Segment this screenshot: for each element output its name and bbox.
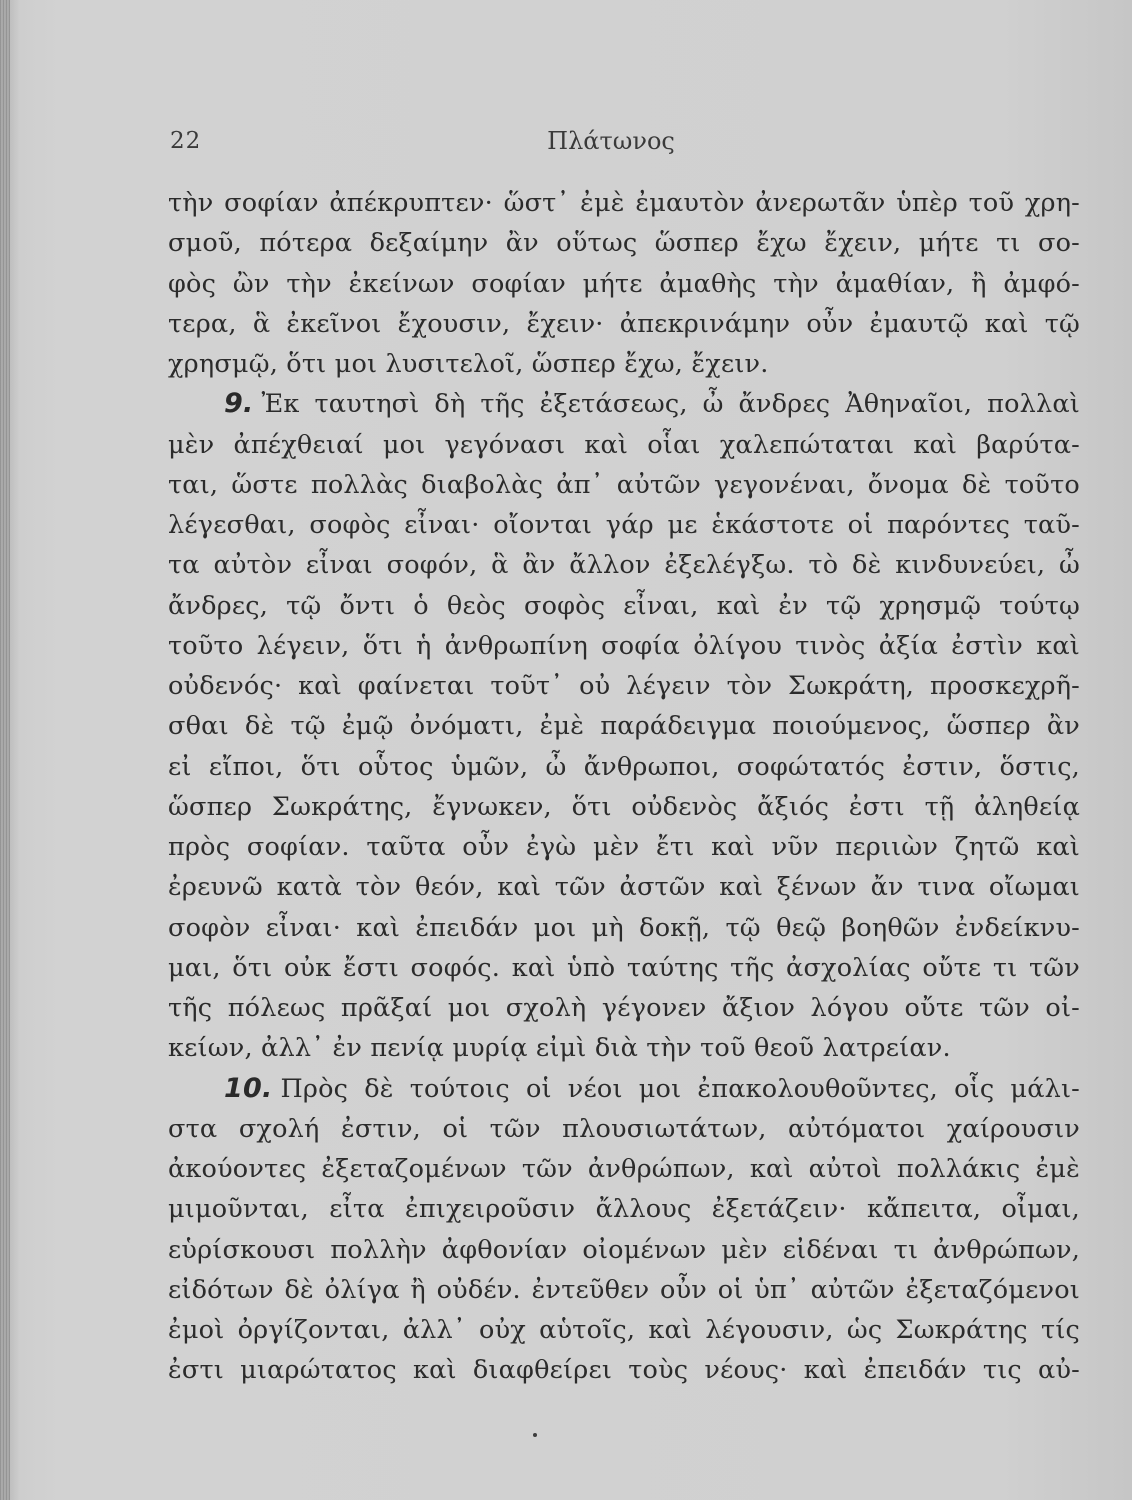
text-line: σθαι δὲ τῷ ἐμῷ ὀνόματι, ἐμὲ παράδειγμα ποιούμενος, ὥσπερ ἂν	[168, 711, 1080, 742]
text-line: μιμοῦνται, εἶτα ἐπιχειροῦσιν ἄλλους ἐξετάζειν· κἄπειτα, οἶμαι,	[168, 1194, 1080, 1225]
page-edge	[0, 0, 10, 1500]
text-line-content: Ἐκ ταυτησὶ δὴ τῆς ἐξετάσεως, ὦ ἄνδρες Ἀθηναῖοι, πολλαὶ	[261, 389, 1080, 420]
ink-speck	[533, 1433, 537, 1437]
text-line: τῆς πόλεως πρᾶξαί μοι σχολὴ γέγονεν ἄξιον λόγου οὔτε τῶν οἰ-	[168, 993, 1080, 1023]
running-title: Πλάτωνος	[547, 127, 675, 155]
text-line: φὸς ὢν τὴν ἐκείνων σοφίαν μήτε ἀμαθὴς τὴν ἀμαθίαν, ἢ ἀμφό-	[168, 268, 1080, 299]
body-text	[168, 183, 1080, 1391]
text-line-content: Πρὸς δὲ τούτοις οἱ νέοι μοι ἐπακολουθοῦντες, οἷς μάλι-	[280, 1073, 1080, 1104]
text-line: ἐμοὶ ὀργίζονται, ἀλλ᾽ οὐχ αὑτοῖς, καὶ λέγουσιν, ὡς Σωκράτης τίς	[168, 1315, 1080, 1345]
text-line: εἰ εἴποι, ὅτι οὗτος ὑμῶν, ὦ ἄνθρωποι, σοφώτατός ἐστιν, ὅστις,	[168, 751, 1080, 782]
page-number: 22	[170, 128, 202, 154]
text-line: ἄνδρες, τῷ ὄντι ὁ θεὸς σοφὸς εἶναι, καὶ ἐν τῷ χρησμῷ τούτῳ	[168, 590, 1080, 621]
text-line: ται, ὥστε πολλὰς διαβολὰς ἀπ᾽ αὐτῶν γεγονέναι, ὄνομα δὲ τοῦτο	[168, 469, 1080, 500]
section-10-first-line	[168, 1069, 1080, 1109]
text-line: ἀκούοντες ἐξεταζομένων τῶν ἀνθρώπων, καὶ αὐτοὶ πολλάκις ἐμὲ	[168, 1154, 1080, 1184]
text-line: τὴν σοφίαν ἀπέκρυπτεν· ὥστ᾽ ἐμὲ ἐμαυτὸν ἀνερωτᾶν ὑπὲρ τοῦ χρη-	[168, 188, 1080, 218]
text-line: οὐδενός· καὶ φαίνεται τοῦτ᾽ οὐ λέγειν τὸν Σωκράτη, προσκεχρῆ-	[168, 671, 1080, 701]
text-line: σοφὸν εἶναι· καὶ ἐπειδάν μοι μὴ δοκῇ, τῷ θεῷ βοηθῶν ἐνδείκνυ-	[168, 912, 1080, 943]
text-line: κείων, ἀλλ᾽ ἐν πενίᾳ μυρίᾳ εἰμὶ διὰ τὴν τοῦ θεοῦ λατρείαν.	[168, 1033, 951, 1064]
text-line: ἐρευνῶ κατὰ τὸν θεόν, καὶ τῶν ἀστῶν καὶ ξένων ἄν τινα οἴωμαι	[168, 872, 1080, 903]
text-line: λέγεσθαι, σοφὸς εἶναι· οἴονται γάρ με ἑκάστοτε οἱ παρόντες ταῦ-	[168, 510, 1080, 540]
text-line: πρὸς σοφίαν. ταῦτα οὖν ἐγὼ μὲν ἔτι καὶ νῦν περιιὼν ζητῶ καὶ	[168, 832, 1080, 862]
section-number-10: 10.	[224, 1072, 273, 1104]
text-line: τερα, ἃ ἐκεῖνοι ἔχουσιν, ἔχειν· ἀπεκρινάμην οὖν ἐμαυτῷ καὶ τῷ	[168, 308, 1080, 339]
text-line: ὥσπερ Σωκράτης, ἔγνωκεν, ὅτι οὐδενὸς ἄξιός ἐστι τῇ ἀληθείᾳ	[168, 791, 1080, 822]
text-line: σμοῦ, πότερα δεξαίμην ἂν οὕτως ὥσπερ ἔχω ἔχειν, μήτε τι σο-	[168, 228, 1080, 259]
text-line: τα αὐτὸν εἶναι σοφόν, ἃ ἂν ἄλλον ἐξελέγξω. τὸ δὲ κινδυνεύει, ὦ	[168, 550, 1080, 581]
text-line: χρησμῷ, ὅτι μοι λυσιτελοῖ, ὥσπερ ἔχω, ἔχειν.	[168, 349, 769, 379]
text-line: μαι, ὅτι οὐκ ἔστι σοφός. καὶ ὑπὸ ταύτης τῆς ἀσχολίας οὔτε τι τῶν	[168, 952, 1080, 983]
text-line: μὲν ἀπέχθειαί μοι γεγόνασι καὶ οἷαι χαλεπώταται καὶ βαρύτα-	[168, 429, 1080, 460]
text-line: τοῦτο λέγειν, ὅτι ἡ ἀνθρωπίνη σοφία ὀλίγου τινὸς ἀξία ἐστὶν καὶ	[168, 630, 1080, 661]
section-number-9: 9.	[224, 388, 254, 420]
text-line: εἰδότων δὲ ὀλίγα ἢ οὐδέν. ἐντεῦθεν οὖν οἱ ὑπ᾽ αὐτῶν ἐξεταζόμενοι	[168, 1274, 1080, 1305]
text-line: στα σχολή ἐστιν, οἱ τῶν πλουσιωτάτων, αὐτόματοι χαίρουσιν	[168, 1113, 1080, 1144]
text-line: εὑρίσκουσι πολλὴν ἀφθονίαν οἰομένων μὲν εἰδέναι τι ἀνθρώπων,	[168, 1234, 1080, 1265]
section-9-first-line	[168, 384, 1080, 424]
text-line: ἐστι μιαρώτατος καὶ διαφθείρει τοὺς νέους· καὶ ἐπειδάν τις αὐ-	[168, 1355, 1080, 1386]
